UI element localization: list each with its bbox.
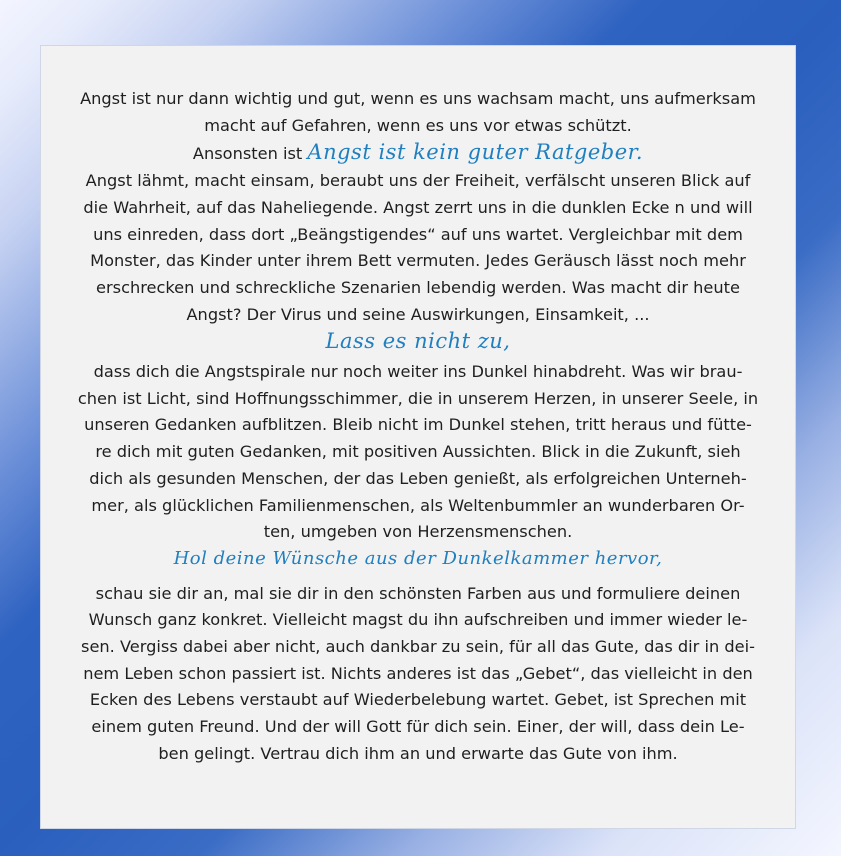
intro-line: macht auf Gefahren, wenn es uns vor etwas schützt. bbox=[204, 115, 632, 135]
paragraph-line: mer, als glücklichen Familienmenschen, als Weltenbummler an wunderbaren Or- bbox=[91, 495, 745, 515]
document-text bbox=[65, 86, 771, 768]
ansonsten-prefix: Ansonsten ist bbox=[192, 144, 303, 164]
paragraph-line: unseren Gedanken aufblitzen. Bleib nicht im Dunkel stehen, tritt heraus und fütte- bbox=[84, 415, 752, 435]
document-card bbox=[40, 45, 796, 829]
script-heading-lass: Lass es nicht zu, bbox=[325, 329, 511, 354]
paragraph-line: Angst lähmt, macht einsam, beraubt uns der Freiheit, verfälscht unseren Blick auf bbox=[85, 171, 751, 191]
script-heading-wuensche: Hol deine Wünsche aus der Dunkelkammer hervor, bbox=[173, 547, 663, 569]
paragraph-line: Monster, das Kinder unter ihrem Bett vermuten. Jedes Geräusch lässt noch mehr bbox=[90, 251, 746, 271]
paragraph-line: erschrecken und schreckliche Szenarien lebendig werden. Was macht dir heute bbox=[96, 277, 740, 297]
paragraph-line: dass dich die Angstspirale nur noch weiter ins Dunkel hinabdreht. Was wir brau- bbox=[93, 362, 743, 382]
intro-line: Angst ist nur dann wichtig und gut, wenn es uns wachsam macht, uns aufmerksam bbox=[80, 89, 756, 108]
paragraph-line: chen ist Licht, sind Hoffnungsschimmer, die in unserem Herzen, in unserer Seele, in bbox=[77, 388, 759, 408]
paragraph-line: Angst? Der Virus und seine Auswirkungen, Einsamkeit, ... bbox=[186, 304, 650, 324]
paragraph-line: dich als gesunden Menschen, der das Leben genießt, als erfolgreichen Unterneh- bbox=[89, 468, 747, 488]
paragraph-line: ten, umgeben von Herzensmenschen. bbox=[263, 522, 573, 542]
paragraph-line: einem guten Freund. Und der will Gott für dich sein. Einer, der will, dass dein Le- bbox=[91, 717, 745, 737]
paragraph-line: nem Leben schon passiert ist. Nichts anderes ist das „Gebet“, das vielleicht in den bbox=[83, 663, 753, 683]
script-heading-angst: Angst ist kein guter Ratgeber. bbox=[307, 140, 644, 165]
paragraph-line: Wunsch ganz konkret. Vielleicht magst du ihn aufschreiben und immer wieder le- bbox=[88, 610, 748, 630]
paragraph-line: die Wahrheit, auf das Naheliegende. Angst zerrt uns in die dunklen Ecke n und will bbox=[83, 197, 753, 217]
paragraph-line: re dich mit guten Gedanken, mit positiven Aussichten. Blick in die Zukunft, sieh bbox=[95, 442, 741, 462]
paragraph-line: ben gelingt. Vertrau dich ihm an und erwarte das Gute von ihm. bbox=[158, 743, 678, 763]
paragraph-line: uns einreden, dass dort „Beängstigendes“ auf uns wartet. Vergleichbar mit dem bbox=[93, 224, 743, 244]
paragraph-line: sen. Vergiss dabei aber nicht, auch dankbar zu sein, für all das Gute, das dir in dei- bbox=[81, 637, 755, 657]
paragraph-line: schau sie dir an, mal sie dir in den schönsten Farben aus und formuliere deinen bbox=[95, 583, 741, 603]
paragraph-line: Ecken des Lebens verstaubt auf Wiederbelebung wartet. Gebet, ist Sprechen mit bbox=[89, 690, 747, 710]
ansonsten-line bbox=[65, 139, 771, 168]
